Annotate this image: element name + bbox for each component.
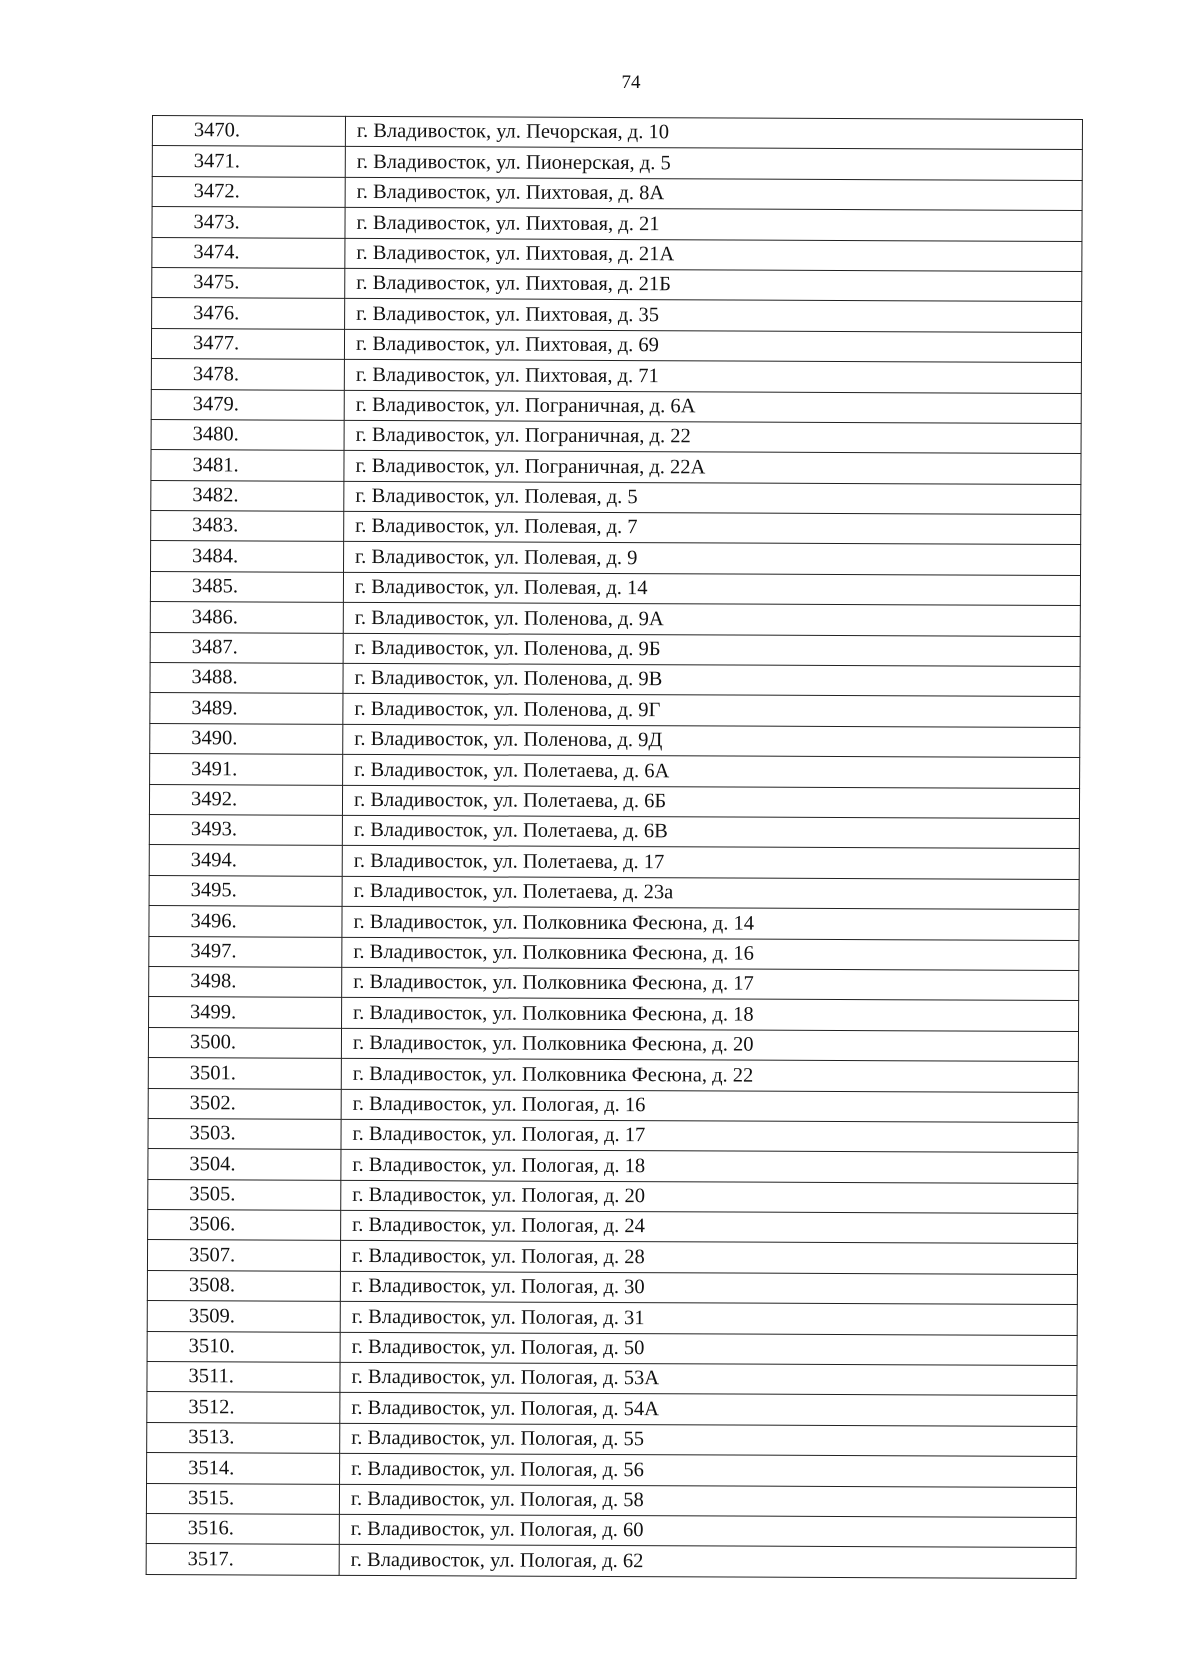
row-number-cell: 3478. <box>151 359 344 390</box>
table-row <box>151 328 1081 362</box>
address-cell: г. Владивосток, ул. Печорская, д. 10 <box>345 116 1082 150</box>
address-cell: г. Владивосток, ул. Полевая, д. 9 <box>344 542 1081 576</box>
table-row <box>147 1453 1077 1487</box>
address-cell: г. Владивосток, ул. Пихтовая, д. 69 <box>344 329 1081 363</box>
address-cell: г. Владивосток, ул. Полковника Фесюна, д. 20 <box>341 1028 1078 1062</box>
table-row <box>147 1422 1077 1456</box>
row-number-cell: 3485. <box>150 571 343 602</box>
address-cell: г. Владивосток, ул. Пологая, д. 17 <box>341 1119 1078 1153</box>
table-row <box>152 298 1082 332</box>
row-number-cell: 3498. <box>149 966 342 997</box>
address-cell: г. Владивосток, ул. Пологая, д. 62 <box>339 1545 1076 1579</box>
table-row <box>148 1058 1078 1092</box>
row-number-cell: 3492. <box>149 784 342 815</box>
address-cell: г. Владивосток, ул. Поленова, д. 9В <box>343 663 1080 697</box>
address-cell: г. Владивосток, ул. Пихтовая, д. 8А <box>345 177 1082 211</box>
row-number-cell: 3475. <box>152 267 345 298</box>
table-row <box>152 237 1082 271</box>
row-number-cell: 3489. <box>150 693 343 724</box>
row-number-cell: 3516. <box>146 1513 339 1544</box>
row-number-cell: 3486. <box>150 602 343 633</box>
table-row <box>149 784 1079 818</box>
row-number-cell: 3481. <box>151 450 344 481</box>
address-cell: г. Владивосток, ул. Пихтовая, д. 35 <box>345 299 1082 333</box>
address-cell: г. Владивосток, ул. Полетаева, д. 17 <box>342 846 1079 880</box>
table-row <box>152 146 1082 180</box>
address-cell: г. Владивосток, ул. Пологая, д. 58 <box>339 1484 1076 1518</box>
row-number-cell: 3487. <box>150 632 343 663</box>
address-cell: г. Владивосток, ул. Полковника Фесюна, д. 14 <box>342 906 1079 940</box>
address-cell: г. Владивосток, ул. Пологая, д. 60 <box>339 1514 1076 1548</box>
table-row <box>151 389 1081 423</box>
row-number-cell: 3470. <box>152 116 345 147</box>
table-row <box>151 359 1081 393</box>
table-row <box>150 663 1080 697</box>
table-row <box>152 267 1082 301</box>
row-number-cell: 3501. <box>148 1058 341 1089</box>
table-row <box>149 845 1079 879</box>
row-number-cell: 3505. <box>148 1179 341 1210</box>
row-number-cell: 3471. <box>152 146 345 177</box>
table-row <box>150 571 1080 605</box>
address-cell: г. Владивосток, ул. Полевая, д. 7 <box>344 511 1081 545</box>
row-number-cell: 3510. <box>147 1331 340 1362</box>
address-cell: г. Владивосток, ул. Полковника Фесюна, д. 17 <box>342 967 1079 1001</box>
row-number-cell: 3476. <box>152 298 345 329</box>
row-number-cell: 3504. <box>148 1149 341 1180</box>
table-row <box>147 1240 1077 1274</box>
table-row <box>148 1179 1078 1213</box>
table-row <box>147 1331 1077 1365</box>
table-row <box>152 207 1082 241</box>
address-cell: г. Владивосток, ул. Пологая, д. 30 <box>340 1271 1077 1305</box>
address-cell: г. Владивосток, ул. Пологая, д. 28 <box>340 1241 1077 1275</box>
address-cell: г. Владивосток, ул. Пологая, д. 55 <box>340 1423 1077 1457</box>
table-row <box>149 936 1079 970</box>
table-row <box>147 1270 1077 1304</box>
address-cell: г. Владивосток, ул. Полковника Фесюна, д. 18 <box>342 998 1079 1032</box>
address-cell: г. Владивосток, ул. Поленова, д. 9А <box>343 603 1080 637</box>
table-row <box>149 814 1079 848</box>
row-number-cell: 3514. <box>147 1453 340 1484</box>
row-number-cell: 3488. <box>150 663 343 694</box>
row-number-cell: 3499. <box>149 997 342 1028</box>
table-row <box>147 1301 1077 1335</box>
address-cell: г. Владивосток, ул. Пограничная, д. 6А <box>344 390 1081 424</box>
table-row <box>150 602 1080 636</box>
address-cell: г. Владивосток, ул. Полетаева, д. 23а <box>342 876 1079 910</box>
address-cell: г. Владивосток, ул. Пологая, д. 56 <box>340 1454 1077 1488</box>
table-row <box>147 1362 1077 1396</box>
row-number-cell: 3494. <box>149 845 342 876</box>
row-number-cell: 3502. <box>148 1088 341 1119</box>
table-row <box>149 875 1079 909</box>
row-number-cell: 3480. <box>151 419 344 450</box>
table-body <box>146 116 1082 1579</box>
address-cell: г. Владивосток, ул. Полковника Фесюна, д. 16 <box>342 937 1079 971</box>
row-number-cell: 3497. <box>149 936 342 967</box>
table-row <box>148 1149 1078 1183</box>
table-row <box>152 176 1082 210</box>
row-number-cell: 3495. <box>149 875 342 906</box>
row-number-cell: 3509. <box>147 1301 340 1332</box>
table-row <box>148 1027 1078 1061</box>
address-cell: г. Владивосток, ул. Пихтовая, д. 21А <box>345 238 1082 272</box>
row-number-cell: 3473. <box>152 207 345 238</box>
table-row <box>150 632 1080 666</box>
row-number-cell: 3483. <box>151 511 344 542</box>
table-row <box>151 511 1081 545</box>
row-number-cell: 3493. <box>149 814 342 845</box>
table-row <box>149 997 1079 1031</box>
table-row <box>152 116 1082 150</box>
table-row <box>150 754 1080 788</box>
address-cell: г. Владивосток, ул. Пихтовая, д. 21Б <box>345 268 1082 302</box>
table-row <box>148 1118 1078 1152</box>
address-cell: г. Владивосток, ул. Поленова, д. 9Б <box>343 633 1080 667</box>
row-number-cell: 3472. <box>152 176 345 207</box>
page-number: 74 <box>621 72 641 93</box>
address-cell: г. Владивосток, ул. Пологая, д. 53А <box>340 1362 1077 1396</box>
address-cell: г. Владивосток, ул. Полетаева, д. 6В <box>342 815 1079 849</box>
table-row <box>148 1088 1078 1122</box>
row-number-cell: 3482. <box>151 480 344 511</box>
table-row <box>148 1210 1078 1244</box>
row-number-cell: 3500. <box>148 1027 341 1058</box>
address-cell: г. Владивосток, ул. Пологая, д. 31 <box>340 1302 1077 1336</box>
row-number-cell: 3507. <box>147 1240 340 1271</box>
address-cell: г. Владивосток, ул. Пологая, д. 24 <box>341 1210 1078 1244</box>
address-cell: г. Владивосток, ул. Пологая, д. 18 <box>341 1150 1078 1184</box>
table-row <box>150 723 1080 757</box>
address-cell: г. Владивосток, ул. Полковника Фесюна, д. 22 <box>341 1058 1078 1092</box>
address-cell: г. Владивосток, ул. Поленова, д. 9Г <box>343 694 1080 728</box>
row-number-cell: 3513. <box>147 1422 340 1453</box>
table-row <box>151 480 1081 514</box>
address-cell: г. Владивосток, ул. Пограничная, д. 22 <box>344 420 1081 454</box>
address-cell: г. Владивосток, ул. Полетаева, д. 6А <box>343 755 1080 789</box>
table-row <box>146 1483 1076 1517</box>
table-row <box>150 693 1080 727</box>
table-row <box>149 906 1079 940</box>
address-cell: г. Владивосток, ул. Пологая, д. 16 <box>341 1089 1078 1123</box>
row-number-cell: 3491. <box>150 754 343 785</box>
address-table <box>146 115 1083 1579</box>
address-cell: г. Владивосток, ул. Полевая, д. 5 <box>344 481 1081 515</box>
table-row <box>147 1392 1077 1426</box>
row-number-cell: 3496. <box>149 906 342 937</box>
table-row <box>149 966 1079 1000</box>
address-cell: г. Владивосток, ул. Поленова, д. 9Д <box>343 724 1080 758</box>
row-number-cell: 3484. <box>151 541 344 572</box>
row-number-cell: 3508. <box>147 1270 340 1301</box>
address-cell: г. Владивосток, ул. Пихтовая, д. 21 <box>345 208 1082 242</box>
row-number-cell: 3490. <box>150 723 343 754</box>
address-cell: г. Владивосток, ул. Пологая, д. 20 <box>341 1180 1078 1214</box>
address-cell: г. Владивосток, ул. Пихтовая, д. 71 <box>344 359 1081 393</box>
row-number-cell: 3511. <box>147 1362 340 1393</box>
row-number-cell: 3477. <box>151 328 344 359</box>
row-number-cell: 3517. <box>146 1544 339 1575</box>
address-cell: г. Владивосток, ул. Полетаева, д. 6Б <box>342 785 1079 819</box>
row-number-cell: 3506. <box>148 1210 341 1241</box>
row-number-cell: 3515. <box>146 1483 339 1514</box>
row-number-cell: 3512. <box>147 1392 340 1423</box>
table-row <box>151 419 1081 453</box>
address-cell: г. Владивосток, ул. Пионерская, д. 5 <box>345 147 1082 181</box>
table-row <box>146 1544 1076 1578</box>
row-number-cell: 3479. <box>151 389 344 420</box>
row-number-cell: 3503. <box>148 1118 341 1149</box>
address-cell: г. Владивосток, ул. Полевая, д. 14 <box>343 572 1080 606</box>
table-row <box>146 1513 1076 1547</box>
address-cell: г. Владивосток, ул. Пограничная, д. 22А <box>344 451 1081 485</box>
table-row <box>151 541 1081 575</box>
table-row <box>151 450 1081 484</box>
row-number-cell: 3474. <box>152 237 345 268</box>
address-cell: г. Владивосток, ул. Пологая, д. 50 <box>340 1332 1077 1366</box>
address-cell: г. Владивосток, ул. Пологая, д. 54А <box>340 1393 1077 1427</box>
